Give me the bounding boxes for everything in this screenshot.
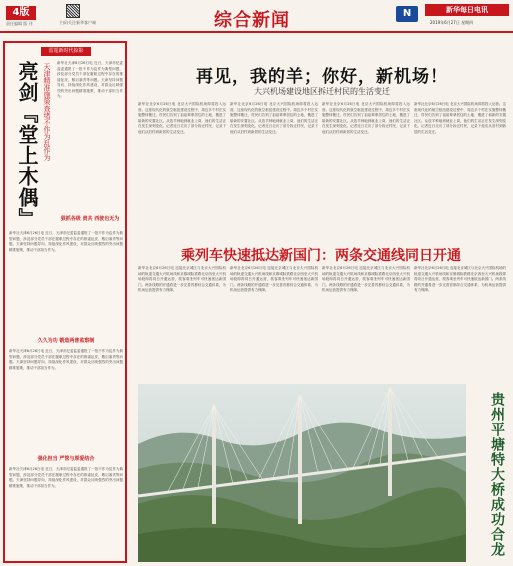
- left-subhead-3: 强化担当 严管与厚爱结合: [37, 456, 95, 462]
- column-tag: 雷霆新时代掠影: [41, 47, 91, 56]
- article1-col-4: 新华社北京6月26日电 北京大兴国际机场即将投入运营。这座现代化的航空枢纽建设过程中，周边多个村庄实施整体搬迁，村民们告别了祖祖辈辈居住的土地，搬进了崭新的安置社区。从放羊种地到就业上岗，他们的生活正在发生深刻变化。记者近日走访了部分拆迁村民，记录下他们从旧村到新居的生活变迁。: [414, 102, 506, 134]
- article2-col-2: 新华社北京6月26日电 连接北京城区与北京大兴国际机场的轨道交通大兴机场线和京雄城际铁路北京西至大兴机场段即将同日开通运营，旅客乘坐列车可快速抵达新国门。两条线路的开通将进一步完善首都综合交通体系，为机场运营提供有力保障。: [230, 266, 318, 292]
- left-column-body-1: 新华社天津6月26日电 近日，天津市纪委监委通报了一批不作为乱作为典型问题，涉及部分党员干部在履职过程中存在的推诿扯皮、敷衍塞责等问题。天津坚持问题导向，持续深化作风建设，对群众反映强烈的突出问题精准施策，推动干部担当作为。: [57, 61, 123, 98]
- xinhua-logo-icon: N: [396, 6, 418, 22]
- article1-col-2: 新华社北京6月26日电 北京大兴国际机场即将投入运营。这座现代化的航空枢纽建设过程中，周边多个村庄实施整体搬迁，村民们告别了祖祖辈辈居住的土地，搬进了崭新的安置社区。从放羊种地到就业上岗，他们的生活正在发生深刻变化。记者近日走访了部分拆迁村民，记录下他们从旧村到新居的生活变迁。: [230, 102, 318, 134]
- left-column-subtitle: 天津精准施策查堵不作为乱作为: [43, 63, 51, 161]
- photo-caption-title: 贵州平塘特大桥成功合龙: [489, 392, 505, 557]
- editor-caption: 责任编辑 版 刊: [6, 21, 33, 26]
- qr-caption: 扫码关注新华客户端: [60, 20, 96, 25]
- article1-col-3: 新华社北京6月26日电 北京大兴国际机场即将投入运营。这座现代化的航空枢纽建设过程中，周边多个村庄实施整体搬迁，村民们告别了祖祖辈辈居住的土地，搬进了崭新的安置社区。从放羊种地到就业上岗，他们的生活正在发生深刻变化。记者近日走访了部分拆迁村民，记录下他们从旧村到新居的生活变迁。: [322, 102, 410, 134]
- left-column-body-3: 新华社天津6月26日电 近日，天津市纪委监委通报了一批不作为乱作为典型问题，涉及部分党员干部在履职过程中存在的推诿扯皮、敷衍塞责等问题。天津坚持问题导向，持续深化作风建设，对群众反映强烈的突出问题精准施策，推动干部担当作为。: [9, 349, 123, 370]
- left-subhead-2: 久久为功 锻造两普监察制: [37, 338, 95, 344]
- article2-headline: 乘列车快速抵达新国门：两条交通线同日开通: [181, 248, 461, 264]
- article2-col-4: 新华社北京6月26日电 连接北京城区与北京大兴国际机场的轨道交通大兴机场线和京雄城际铁路北京西至大兴机场段即将同日开通运营，旅客乘坐列车可快速抵达新国门。两条线路的开通将进一步完善首都综合交通体系，为机场运营提供有力保障。: [414, 266, 506, 292]
- article2-col-1: 新华社北京6月26日电 连接北京城区与北京大兴国际机场的轨道交通大兴机场线和京雄城际铁路北京西至大兴机场段即将同日开通运营，旅客乘坐列车可快速抵达新国门。两条线路的开通将进一步完善首都综合交通体系，为机场运营提供有力保障。: [138, 266, 226, 292]
- left-column-title: 亮剑『堂上木偶』: [15, 61, 39, 229]
- page-number: 4版: [6, 6, 36, 20]
- article1-subhead: 大兴机场建设地区拆迁村民的生活变迁: [254, 87, 390, 96]
- section-title: 综合新闻: [214, 10, 290, 31]
- issue-date: 2019年6月27日 星期四: [430, 20, 474, 25]
- bridge-illustration: [138, 384, 466, 562]
- masthead: [0, 0, 513, 34]
- left-column-body-2: 新华社天津6月26日电 近日，天津市纪委监委通报了一批不作为乱作为典型问题，涉及部分党员干部在履职过程中存在的推诿扯皮、敷衍塞责等问题。天津坚持问题导向，持续深化作风建设，对群众反映强烈的突出问题精准施策，推动干部担当作为。: [9, 231, 123, 252]
- left-subhead-1: 狠抓各级 责共 西驶也无为: [60, 216, 120, 222]
- top-rule: [0, 31, 513, 33]
- qr-code-icon: [66, 4, 80, 18]
- article2-col-3: 新华社北京6月26日电 连接北京城区与北京大兴国际机场的轨道交通大兴机场线和京雄城际铁路北京西至大兴机场段即将同日开通运营，旅客乘坐列车可快速抵达新国门。两条线路的开通将进一步完善首都综合交通体系，为机场运营提供有力保障。: [322, 266, 410, 292]
- article1-col-1: 新华社北京6月26日电 北京大兴国际机场即将投入运营。这座现代化的航空枢纽建设过程中，周边多个村庄实施整体搬迁，村民们告别了祖祖辈辈居住的土地，搬进了崭新的安置社区。从放羊种地到就业上岗，他们的生活正在发生深刻变化。记者近日走访了部分拆迁村民，记录下他们从旧村到新居的生活变迁。: [138, 102, 226, 134]
- left-column-body-4: 新华社天津6月26日电 近日，天津市纪委监委通报了一批不作为乱作为典型问题，涉及部分党员干部在履职过程中存在的推诿扯皮、敷衍塞责等问题。天津坚持问题导向，持续深化作风建设，对群众反映强烈的突出问题精准施策，推动干部担当作为。: [9, 467, 123, 488]
- bridge-photo: [138, 384, 466, 562]
- paper-name: 新华每日电讯: [425, 4, 509, 16]
- left-column-box: [3, 41, 127, 563]
- article1-headline: 再见，我的羊；你好，新机场！: [196, 67, 448, 87]
